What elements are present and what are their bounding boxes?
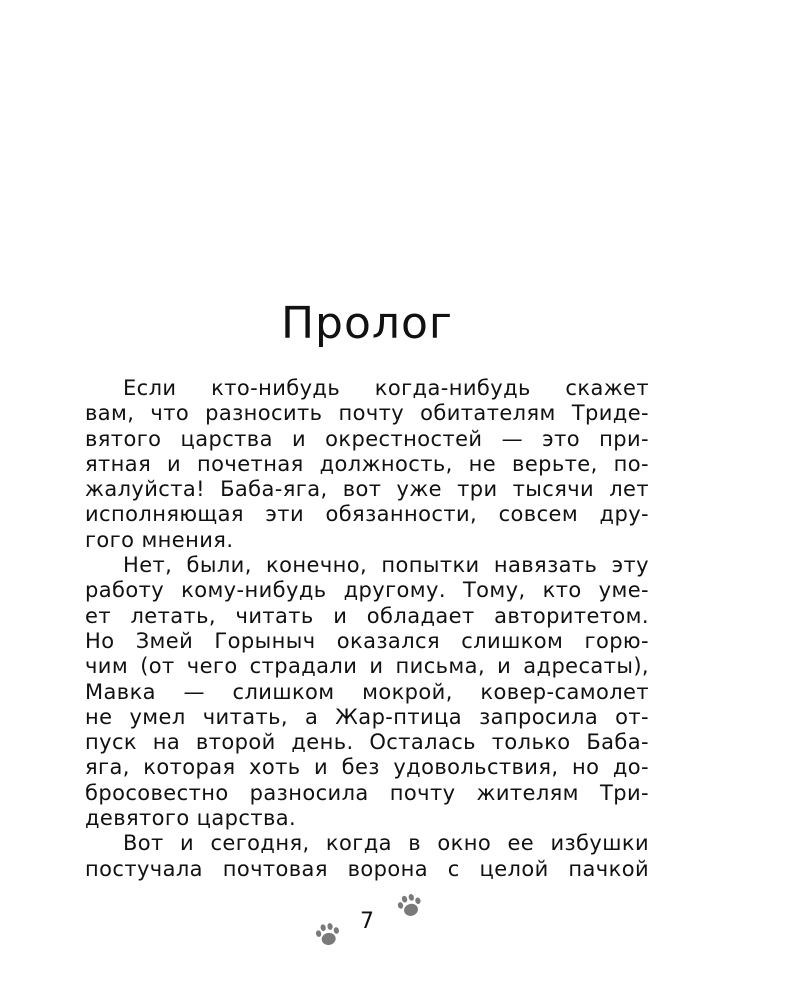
text-line: Вот и сегодня, когда в окно ее избушки (123, 831, 649, 856)
text-line: жалуйста! Баба-яга, вот уже три тысячи лет (85, 477, 649, 502)
text-line: не умел читать, а Жар-птица запросила от- (85, 704, 649, 729)
text-line: вятого царства и окрестностей — это при- (85, 426, 649, 451)
text-line: чим (от чего страдали и письма, и адресаты), (85, 654, 649, 679)
body-text (85, 376, 649, 882)
text-line: вам, что разносить почту обитателям Триде- (85, 401, 649, 426)
text-line: гого мнения. (85, 527, 234, 552)
page-number: 7 (360, 909, 374, 934)
text-line: девятого царства. (85, 806, 297, 831)
text-line: Мавка — слишком мокрой, ковер-самолет (85, 679, 649, 704)
text-line: ет летать, читать и обладает авторитетом. (85, 603, 649, 628)
text-line: Но Змей Горыныч оказался слишком горю- (85, 628, 649, 653)
text-line: постучала почтовая ворона с целой пачкой (85, 856, 649, 881)
text-line: исполняющая эти обязанности, совсем дру- (85, 502, 649, 527)
paw-print-icon (314, 922, 342, 948)
text-line: пуск на второй день. Осталась только Баба- (85, 730, 649, 755)
page-title: Пролог (280, 298, 454, 349)
text-line: Нет, были, конечно, попытки навязать эту (123, 553, 649, 578)
text-line: яга, которая хоть и без удовольствия, но до- (85, 755, 649, 780)
text-line: ятная и почетная должность, не верьте, по- (85, 451, 649, 476)
text-line: Если кто-нибудь когда-нибудь скажет (123, 376, 649, 400)
text-line: бросовестно разносила почту жителям Три- (85, 780, 649, 805)
paw-print-icon (396, 893, 424, 919)
text-line: работу кому-нибудь другому. Тому, кто уме- (85, 578, 649, 603)
